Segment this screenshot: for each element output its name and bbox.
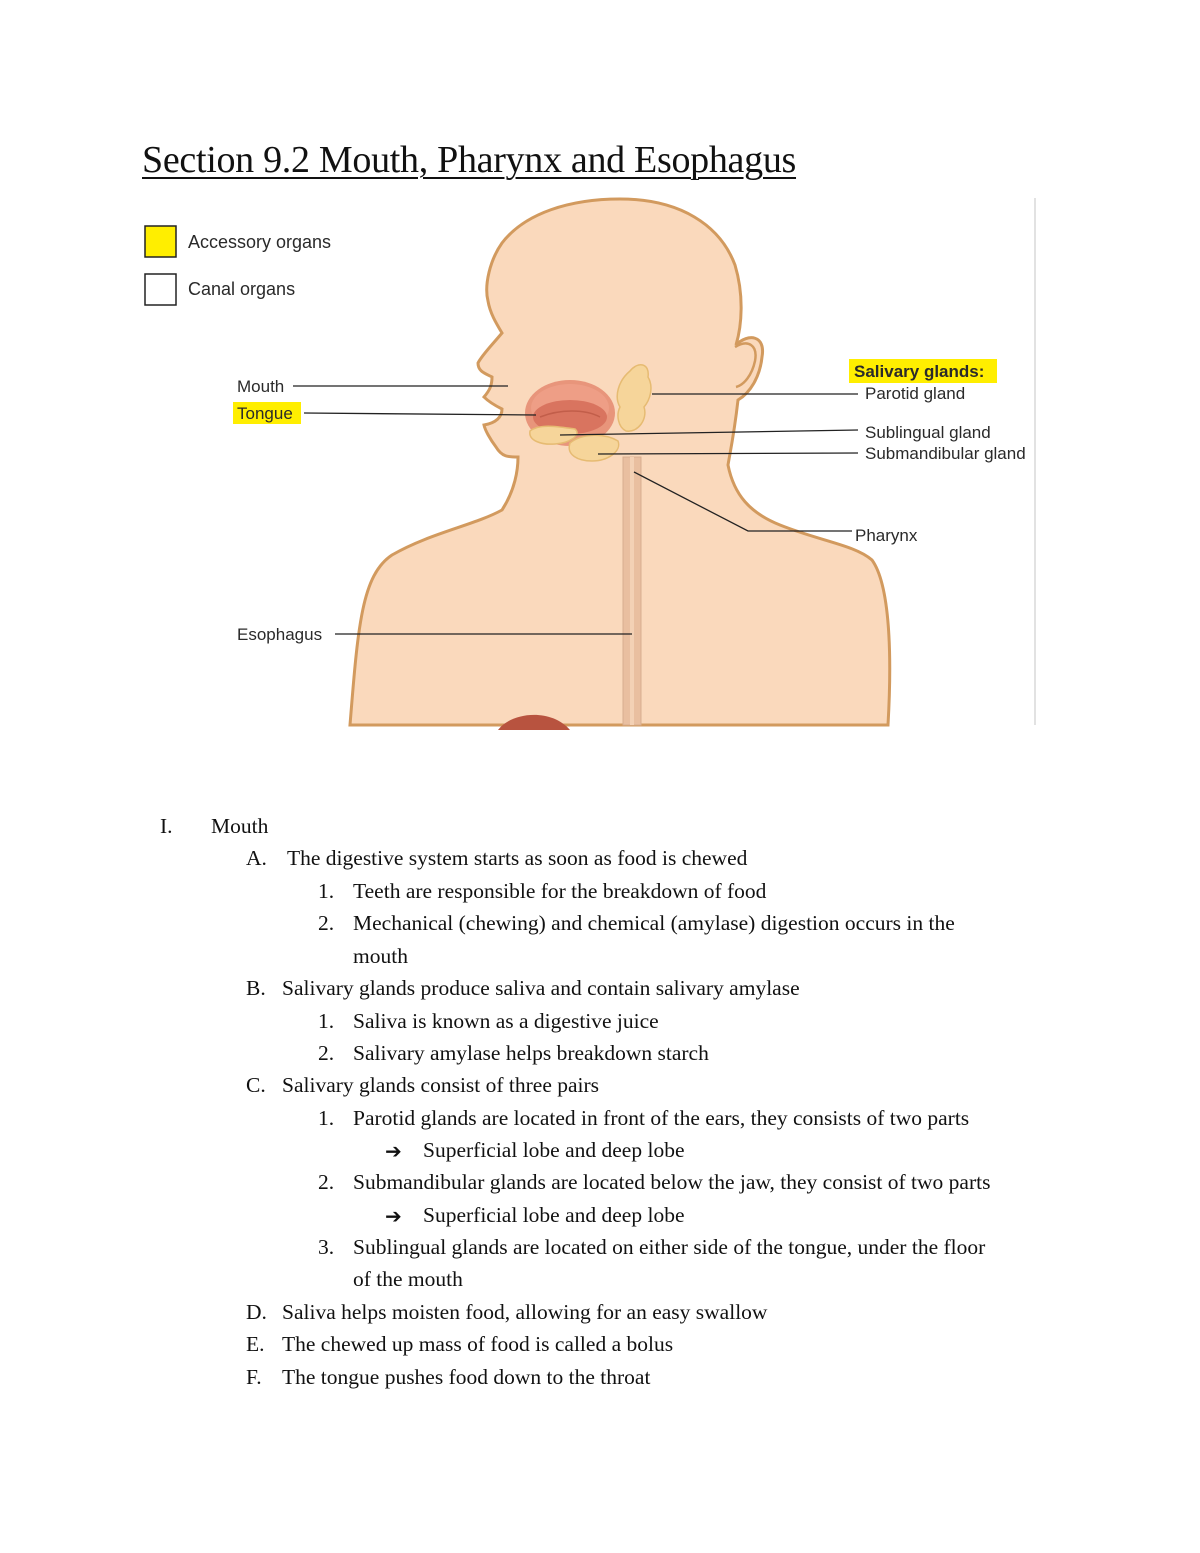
item-a2-marker: 2. bbox=[318, 911, 335, 935]
item-c1-marker: 1. bbox=[318, 1106, 335, 1130]
sublingual-label: Sublingual gland bbox=[865, 423, 991, 442]
item-e-text: The chewed up mass of food is called a bolus bbox=[282, 1332, 674, 1356]
tongue-label: Tongue bbox=[237, 404, 293, 423]
item-a-text: The digestive system starts as soon as food is chewed bbox=[287, 846, 748, 870]
mouth-label: Mouth bbox=[237, 377, 285, 396]
digestive-diagram bbox=[130, 195, 1040, 730]
section-marker: I. bbox=[160, 814, 173, 838]
item-c-text: Salivary glands consist of three pairs bbox=[282, 1073, 600, 1097]
submandibular-label: Submandibular gland bbox=[865, 444, 1026, 463]
item-a1-text: Teeth are responsible for the breakdown of food bbox=[353, 879, 767, 903]
accessory-legend-label: Accessory organs bbox=[188, 232, 332, 252]
item-c2-sub: Superficial lobe and deep lobe bbox=[423, 1203, 685, 1227]
accessory-legend-swatch bbox=[145, 226, 176, 257]
item-a2-line1: Mechanical (chewing) and chemical (amylase) digestion occurs in the bbox=[353, 911, 955, 935]
parotid-label: Parotid gland bbox=[865, 384, 966, 403]
item-c3-line1: Sublingual glands are located on either side of the tongue, under the floor bbox=[353, 1235, 986, 1259]
item-c2-text: Submandibular glands are located below the jaw, they consist of two parts bbox=[353, 1170, 991, 1194]
item-c3-line2: of the mouth bbox=[353, 1267, 463, 1291]
item-c2-marker: 2. bbox=[318, 1170, 335, 1194]
item-b1-marker: 1. bbox=[318, 1009, 335, 1033]
item-c1-sub: Superficial lobe and deep lobe bbox=[423, 1138, 685, 1162]
body-silhouette bbox=[350, 199, 890, 725]
item-a-marker: A. bbox=[246, 846, 267, 870]
item-c-marker: C. bbox=[246, 1073, 266, 1097]
arrow-right-icon: ➔ bbox=[385, 1204, 402, 1228]
pharynx-label: Pharynx bbox=[855, 526, 918, 545]
item-c3-marker: 3. bbox=[318, 1235, 335, 1259]
item-d-marker: D. bbox=[246, 1300, 267, 1324]
item-a2-line2: mouth bbox=[353, 944, 408, 968]
esophagus-label: Esophagus bbox=[237, 625, 323, 644]
item-c1-text: Parotid glands are located in front of the ears, they consists of two parts bbox=[353, 1106, 970, 1130]
item-e-marker: E. bbox=[246, 1332, 265, 1356]
item-b-text: Salivary glands produce saliva and contain salivary amylase bbox=[282, 976, 800, 1000]
item-b2-text: Salivary amylase helps breakdown starch bbox=[353, 1041, 709, 1065]
salivary-header: Salivary glands: bbox=[854, 362, 985, 381]
item-b-marker: B. bbox=[246, 976, 266, 1000]
item-f-text: The tongue pushes food down to the throat bbox=[282, 1365, 651, 1389]
canal-legend-swatch bbox=[145, 274, 176, 305]
page-title: Section 9.2 Mouth, Pharynx and Esophagus bbox=[142, 139, 797, 181]
item-b2-marker: 2. bbox=[318, 1041, 335, 1065]
diagram-svg bbox=[130, 195, 1040, 730]
item-a1-marker: 1. bbox=[318, 879, 335, 903]
section-heading: Mouth bbox=[211, 814, 269, 838]
item-f-marker: F. bbox=[246, 1365, 262, 1389]
canal-legend-label: Canal organs bbox=[188, 279, 296, 299]
arrow-right-icon: ➔ bbox=[385, 1139, 402, 1163]
item-d-text: Saliva helps moisten food, allowing for an easy swallow bbox=[282, 1300, 768, 1324]
item-b1-text: Saliva is known as a digestive juice bbox=[353, 1009, 659, 1033]
